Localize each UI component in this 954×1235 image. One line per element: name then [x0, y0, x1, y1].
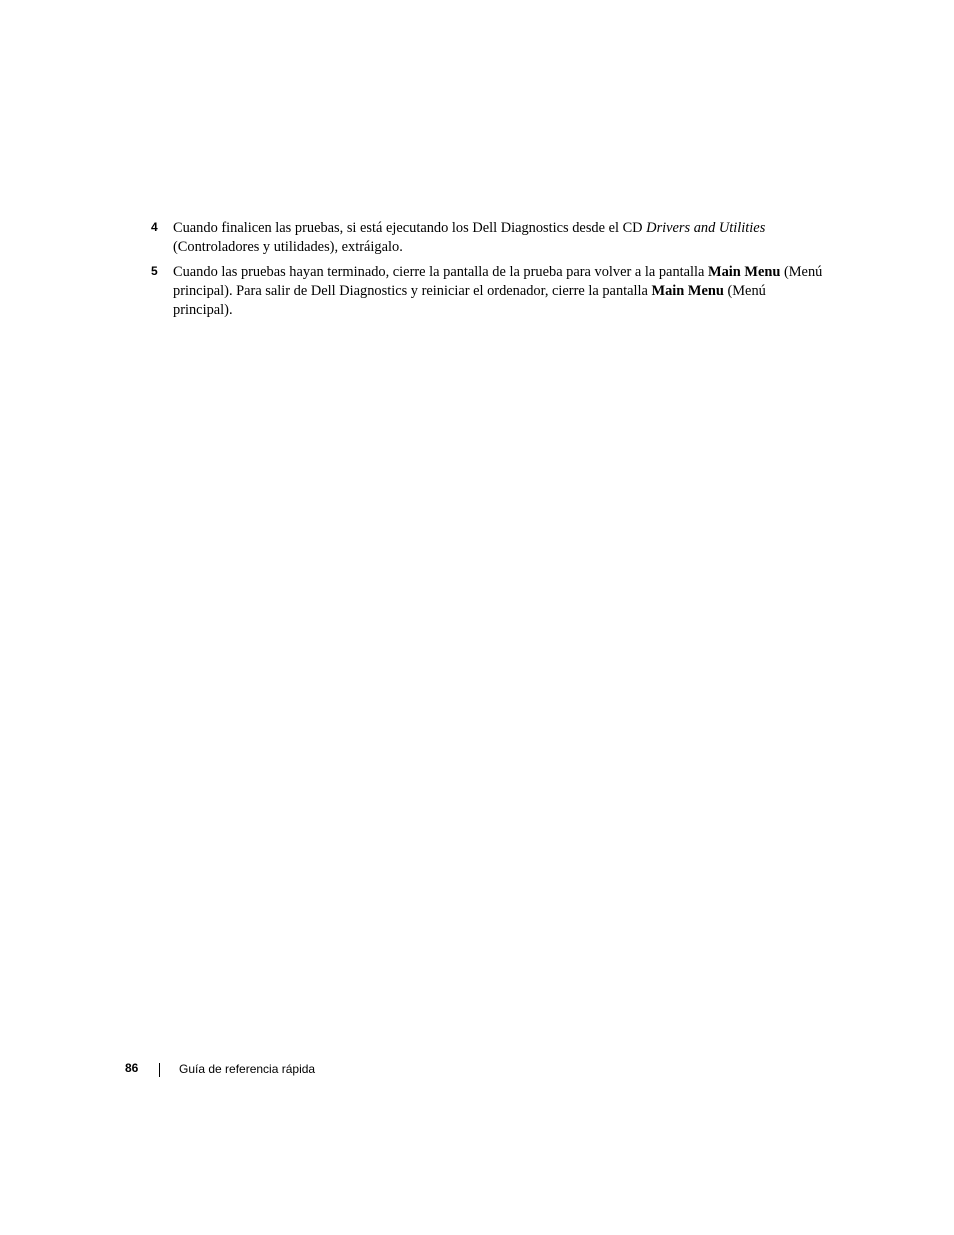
step-text-part: (Menú principal). Para salir de Dell Diagnostics y reiniciar el ordenador, cierre la pantalla: [173, 264, 823, 299]
step-number: 5: [151, 264, 158, 278]
step-text-part: Cuando las pruebas hayan terminado, cierre la pantalla de la prueba para volver a la pantalla: [173, 264, 709, 280]
footer-title: Guía de referencia rápida: [179, 1062, 316, 1076]
menu-name: Main Menu: [651, 283, 724, 299]
footer-divider: [159, 1063, 160, 1077]
page-number: 86: [125, 1061, 139, 1075]
step-number: 4: [151, 220, 158, 234]
step-text-part: Cuando finalicen las pruebas, si está ejecutando los Dell Diagnostics desde el CD: [173, 220, 647, 236]
step-text-part: (Menú principal).: [173, 283, 766, 318]
cd-title: Drivers and Utilities: [646, 220, 766, 236]
step-text: [173, 263, 823, 320]
step-text: [173, 219, 823, 257]
step-text-part: (Controladores y utilidades), extráigalo.: [173, 239, 403, 255]
menu-name: Main Menu: [708, 264, 781, 280]
